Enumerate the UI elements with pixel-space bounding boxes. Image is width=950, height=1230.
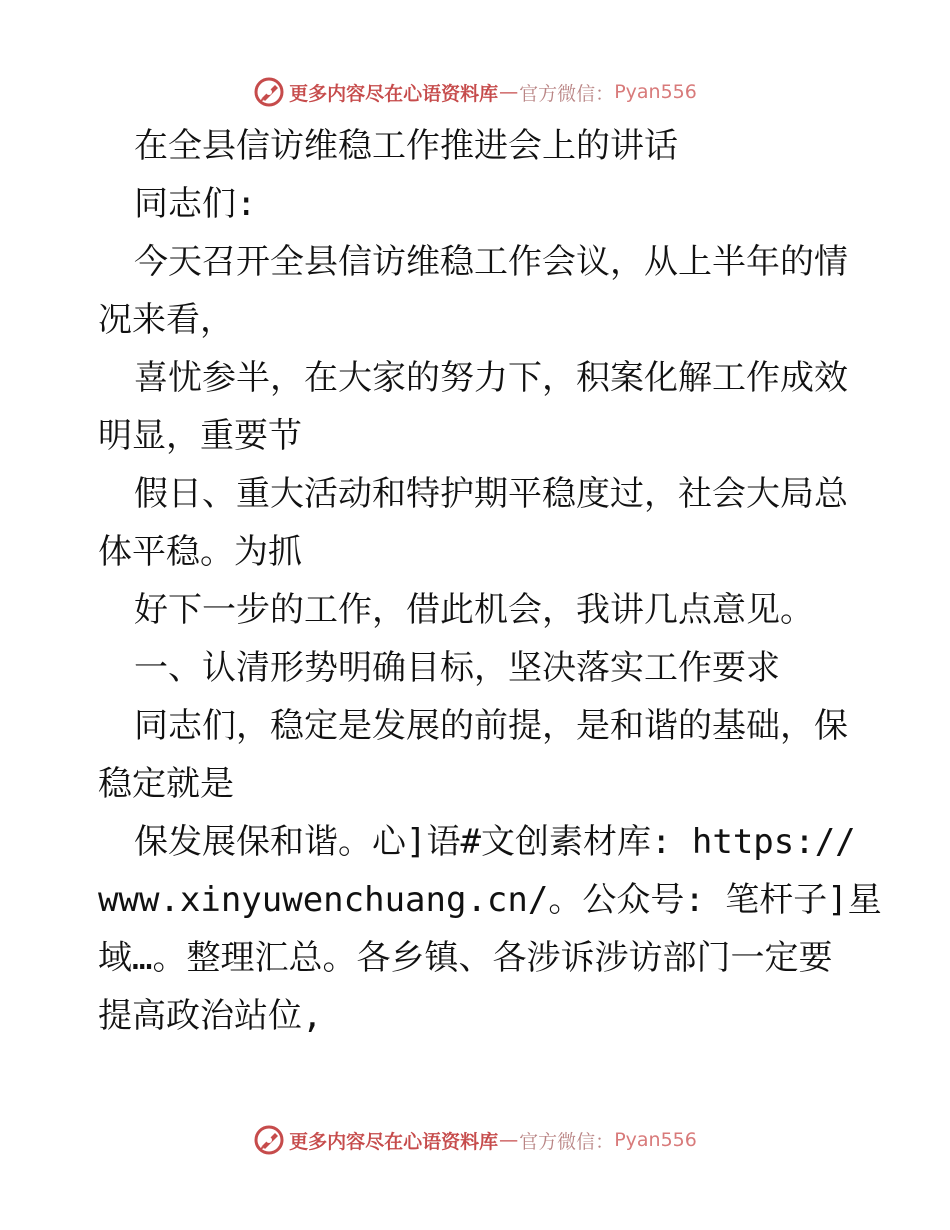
paragraph-line: 保发展保和谐。心]语#文创素材库: https://	[134, 822, 856, 862]
paragraph-line: 提高政治站位,	[98, 996, 323, 1036]
header-dash: —	[499, 81, 519, 103]
paragraph-line: www.xinyuwenchuang.cn/。公众号: 笔杆子]星	[98, 880, 882, 920]
header-wechat-account: Pyan556	[614, 81, 697, 103]
header-wechat-label: 官方微信：	[519, 82, 615, 105]
paragraph-line: 今天召开全县信访维稳工作会议，从上半年的情	[134, 242, 848, 282]
footer-main-text: 更多内容尽在心语资料库	[289, 1130, 499, 1153]
document-body	[98, 117, 882, 1045]
pen-logo-icon	[253, 1124, 285, 1156]
paragraph-line: 体平稳。为抓	[98, 532, 302, 572]
paragraph-line: 况来看，	[98, 300, 234, 340]
footer-wechat-label: 官方微信：	[519, 1130, 615, 1153]
paragraph-line: 明显，重要节	[98, 416, 302, 456]
paragraph-line: 域…。整理汇总。各乡镇、各涉诉涉访部门一定要	[98, 938, 833, 978]
paragraph-line: 同志们，稳定是发展的前提，是和谐的基础，保	[134, 706, 848, 746]
section-heading: 一、认清形势明确目标，坚决落实工作要求	[134, 648, 780, 688]
footer-wechat-account: Pyan556	[614, 1129, 697, 1151]
footer-dash: —	[499, 1129, 519, 1151]
header-watermark-banner	[0, 72, 950, 112]
pen-logo-icon	[253, 76, 285, 108]
salutation: 同志们:	[134, 184, 257, 224]
paragraph-line: 稳定就是	[98, 764, 234, 804]
header-main-text: 更多内容尽在心语资料库	[289, 82, 499, 105]
document-title: 在全县信访维稳工作推进会上的讲话	[134, 126, 678, 166]
footer-watermark-banner	[0, 1120, 950, 1160]
paragraph-line: 好下一步的工作，借此机会，我讲几点意见。	[134, 590, 814, 630]
paragraph-line: 假日、重大活动和特护期平稳度过，社会大局总	[134, 474, 848, 514]
paragraph-line: 喜忧参半，在大家的努力下，积案化解工作成效	[134, 358, 848, 398]
